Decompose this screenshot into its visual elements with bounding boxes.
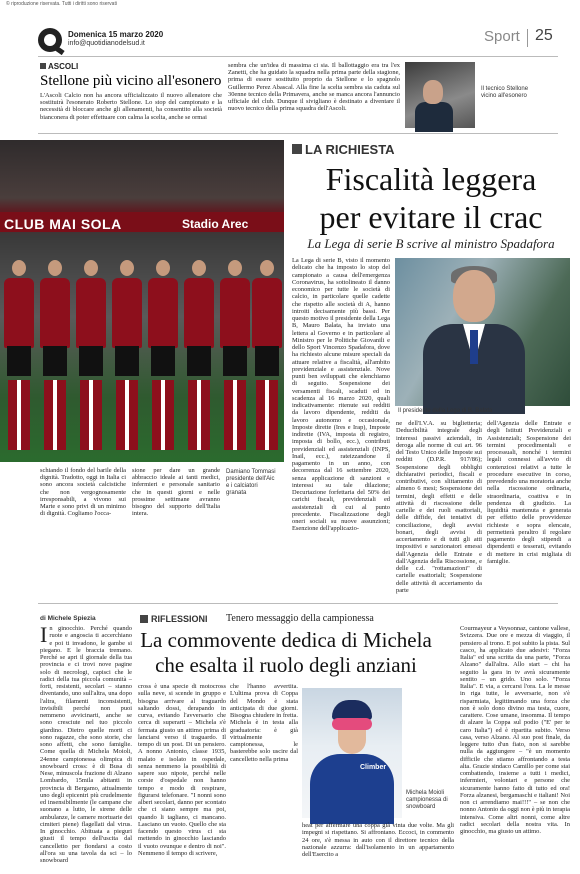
riflessioni-column-2: cross è una specie di motocross sulla neve, si scende in gruppo e bisogna arrivare al traguardo saltando dossi, derapando in curva, evitando l'avversario che cerca di superarti – Michela s'è fermata giusto un attimo prima di lanciarsi verso il traguardo. Il tempo di un post. Di un pensiero. A nonno Antonio, classe 1935, malato e isolato in ospedale, senza nemmeno la possibilità di sapere suo nipote, perché nelle corsie d'ospedale non hanno tempo e modo di respirare, figurarsi telefonare. "I nonni sono alberi secolari, danno per scontato che ci siano sempre ma poi, quando li tagliano, ci mancano. Lasciano un vuoto. Quello che sta facendo questo virus ci sta mettendo in ginocchio lasciando il vuoto ovunque e dentro di noi". Nemmeno il tempo di scrivere, xyxy=(138,683,226,857)
header-divider xyxy=(527,29,528,47)
main-column-1: La Lega di serie B, visto il momento delicato che ha imposto lo stop del campionato a causa dell'emergenza Coronavirus, ha sottolineato il danno economico per tutte le società di calcio, in particolare quelle cadette che rispetto alle società di A, hanno introiti decisamente più bassi. Per questo motivo il presidente della Lega B, Mauro Balata, ha inviato una lettera al Governo e in particolare al Ministro per le Politiche Giovanili e dello Sport Vincenzo Spadafora, dove ha richiesto alcune misure speciali da attuare relative a fiscalità, all'ambito previdenziale e assistenziale. Nove punti ben sviluppati che elenchiamo di seguito. Sospensione dei versamenti fiscali, scaduti ed in scadenza al 16 marzo 2020, quali indicativamente: ritenute sui redditi da lavoro dipendente, redditi da lavoro autonomo e occasionale, Imposte dirette (Ires e Irap), Imposte indirette (IVA, imposta di registro, imposta di bollo, ecc.), contributi previdenziali ed assistenziali (INPS, Inail, ecc.), rateizzandone il pagamento in un anno, con decorrenza dal 16 settembre 2020, senza applicazione di sanzioni e interessi su tale dilazione; Decurtazione forfettaria del 50% dei carichi fiscali, previdenziali ed assistenziali di cui al punto precedente. Fiscalizzazione degli oneri sociali su nuove assunzioni; Esenzione dell'applicazio- xyxy=(292,257,390,533)
riflessioni-headline-line-2: che esalta il ruolo degli anziani xyxy=(155,653,417,677)
riflessioni-column-1-text: n ginocchio. Perché quando ruote e angoscia ti accerchiano e poi ti invadono, le gambe si piegano. E le braccia tremano. Perché se apri il giornale della tua provincia e ci trovi nove pagine solo di necrologi, capisci che le radici della tua piccola comunità – forti, resistenti, secolari – stanno diventando, uno sull'altra, una dopo l'altra, filamenti inconsistenti, invisibili perché non puoi nemmeno avvicinarti, anche se sono cresciute nel tuo piccolo giardino. Dietro quelle morti ci sono ragazze, che sono storie, che sono affetti, che sono famiglie. Come quella di Michela Moioli, 24enne campionessa olimpica di snowboard cross: è di Busa di Nese, minuscola frazione di Alzano Lombardo, 15mila abitanti in provincia di Bergamo, attualmente uno degli epicentri più crudelmente ed insensibilmente (le campane che suonano a lutto, le sirene delle ambulanze, le camere mortuarie dei cimiteri piene) flagellati dal virus. In ginocchio. Abituata a pieguri giusti il tempo dell'uscita dal cancelletto per fiondarsi a costo all'ora su una tavola da sci – lo snowboard xyxy=(40,625,132,864)
sponsor-logo: Climber xyxy=(360,764,387,771)
riflessioni-column-4: Courmayeur a Veysonnaz, cantone vallese, Svizzera. Due ore e mezza di viaggio, il pensiero al trono. E poi subito la pista. Sul casco, ha applicato due adesivi: "Forza Italia" ed una scritta da una parte, "Forza Alzano" dall'altra. Allo start – chi ha seguito la gara in tv avrà sicuramente sentito – un grido. Uno solo. "Forza Italia". E via, a cercarsi l'ora. La le messe in riga tutte, le avversarie, non s'è risparmiata, legittimando una forza che non è solo dono divino ma testa, cuore, carattere. Cose umane, insomma. Il tempo di alzare la Coppa sul podio ("E' per te caro Italia") ed è ripartita subito. Verso casa, verso Alzano. Al suo post finale, da leggere tutto d'un fiato, non si sarebbe nulla da aggiungere – "è un momento difficile che stiamo affrontando a testa alta. Grazie sindaco Camillo per come stai combattendo, insieme a tutti i medici, infermieri, volontari e persone che sicuramente hanno fatto di tutto ed ora! Forza alzanesi, bergamaschi e italiani! Noi non ci arrendiamo mai!!!" – se non che nonno Antonio da oggi non è più in terapia intensiva. Come altri nonni, come altre radici secolari della nostra vita. In ginocchio, ma giusto un attimo. xyxy=(460,625,570,835)
riflessioni-headline xyxy=(136,628,436,678)
main-column-2: ne dell'I.V.A. su biglietteria; Deducibilità integrale degli interessi passivi aziendali, in deroga alle norme di cui art. 96 del Testo Unico delle Imposte sui redditi (D.P.R. 917/86); Sospensione degli obblighi dichiarativi periodici, fiscali e contributivi, con slittamento di almeno 6 mesi; Sospensione dei termini, degli effetti e delle attività di riscossione delle cartelle e dei ruoli esattoriali, delle diffide, dei tentativi di conciliazione, degli avvisi bonari, degli avvisi di accertamento e di tutti gli atti impositivi e sanzionatori emessi dall'Agenzia delle Entrate e dall'Agenzia della Riscossione, e delle c.d. "rottamazioni" di cartelle esattoriali; Sospensione delle attività di accertamento da parte xyxy=(396,420,482,594)
page-number: 25 xyxy=(535,27,553,44)
byline: di Michele Spiezia xyxy=(40,615,96,622)
riflessioni-rule xyxy=(38,603,558,604)
balata-caption: Il presidente della Lega di B, Balata xyxy=(398,408,493,414)
team-photo xyxy=(0,140,284,462)
ascoli-tag: ASCOLI xyxy=(40,62,78,71)
ascoli-column-1: L'Ascoli Calcio non ha ancora ufficializzato il nuovo allenatore che sostituirà l'esonerato Roberto Stellone. Lo stop del campionato e la necessità di bloccare anche gli allenamenti, ha consentito alla società bianconera di poter effettuare con calma la scelta, anche se ormai xyxy=(40,92,222,121)
banner-text-right: Stadio Arec xyxy=(182,217,249,231)
section-name: Sport xyxy=(484,28,520,45)
riflessioni-subtitle: Tenero messaggio della campionessa xyxy=(226,613,374,624)
riflessioni-column-1 xyxy=(40,622,132,865)
team-text-column-2: sione per dare un grande abbraccio ideale ai tanti medici, infermieri e personale sanitario che in questi giorni e nelle prossime settimane avranno bisogno del supporto dell'Italia intera. xyxy=(132,467,220,518)
masthead xyxy=(0,26,580,54)
stellone-caption: Il tecnico Stellone vicino all'esonero xyxy=(481,86,529,99)
section-rule xyxy=(38,133,558,134)
ascoli-column-2: sembra che un'idea di massima ci sia. Il ballottaggio era tra l'ex Zanetti, che ha guidato la squadra nella prima parte della stagione, prima di essere sostituito proprio da Stellone e lo spagnolo Guillermo Perez Abascal. Alla fine la scelta sembra sia caduta sul 30enne tecnico della Primavera, anche se manca ancora l'annuncio ufficiale del club. Dunque il sivigliano è destinato a diventare il nuovo tecnico della prima squadra dell'Ascoli. xyxy=(228,62,400,113)
banner-text-left: CLUB MAI SOLA xyxy=(4,216,122,232)
ascoli-title: Stellone più vicino all'esonero xyxy=(40,73,222,89)
main-headline-line-1: Fiscalità leggera xyxy=(325,161,537,197)
riflessioni-kicker: RIFLESSIONI xyxy=(140,614,208,624)
stellone-photo xyxy=(405,62,475,128)
michela-caption: Michela Moioli campionessa di snowboard xyxy=(406,790,448,810)
main-column-3: dell'Agenzia delle Entrate e degli Istituti Previdenziali e Assistenziali; Sospensione dei termini procedimentali e processuali, nonché i termini legali connessi all'avvio di contenziosi relativi a tutte le procedure esecutive in corso, prevedendo una moratoria anche nella riscossione ordinaria, straordinaria, coattiva e in pendenza di giudizio. La liquidità mantenuta e generata per effetto delle provvidenze richieste e sopra elencate, permetterà peraltro il regolare pagamento degli stipendi a dipendenti e tesserati, evitando di mettere in crisi migliaia di famiglie. xyxy=(487,420,571,565)
team-photo-caption: Damiano Tommasi presidente dell'Aic e i calciatori granata xyxy=(226,469,276,496)
michela-photo xyxy=(302,688,402,818)
riflessioni-column-3: che l'hanno avvertita. L'ultima prova di Coppa del Mondo è stata anticipata di due giorni. Bisogna chiudere in fretta. Michela è in testa alla graduatoria: è già virtualmente campionessa, le basterebbe solo uscire dal cancelletto nella prima xyxy=(230,683,298,763)
edition-date: Domenica 15 marzo 2020 xyxy=(68,30,164,39)
main-headline-line-2: per evitare il crac xyxy=(319,199,543,235)
header-rule xyxy=(38,56,558,57)
riflessioni-column-3b: heat per affermare una coppa già vinta due volte. Ma gli impegni si rispettano. Si affrontano. Eccoci, in commento 24 ore, s'è messa in auto con il direttore tecnico della nazionale azzurra: dall'isolamento in un appartamento dell'Esercito a xyxy=(302,822,454,858)
contact-email: info@quotidianodelsud.it xyxy=(68,40,145,47)
dropcap: I xyxy=(40,622,48,647)
team-text-column-1: schiando il fondo del barile della dignità. Tradotto, oggi in Italia ci sono ancora società calcistiche che non vergognosamente irresponsabili, a vivono sui Marte e sono privi di un minimo di dignità. Cogliamo l'occa- xyxy=(40,467,126,518)
main-kicker: LA RICHIESTA xyxy=(292,142,395,157)
q-logo-icon xyxy=(38,28,62,52)
copyright-topline: © riproduzione riservata. Tutti i diritti sono riservati xyxy=(6,1,117,7)
main-headline xyxy=(292,160,570,236)
main-subhead: La Lega di serie B scrive al ministro Spadafora xyxy=(307,236,555,251)
balata-photo xyxy=(395,258,570,406)
riflessioni-headline-line-1: La commovente dedica di Michela xyxy=(140,628,432,652)
players-row xyxy=(0,250,284,462)
